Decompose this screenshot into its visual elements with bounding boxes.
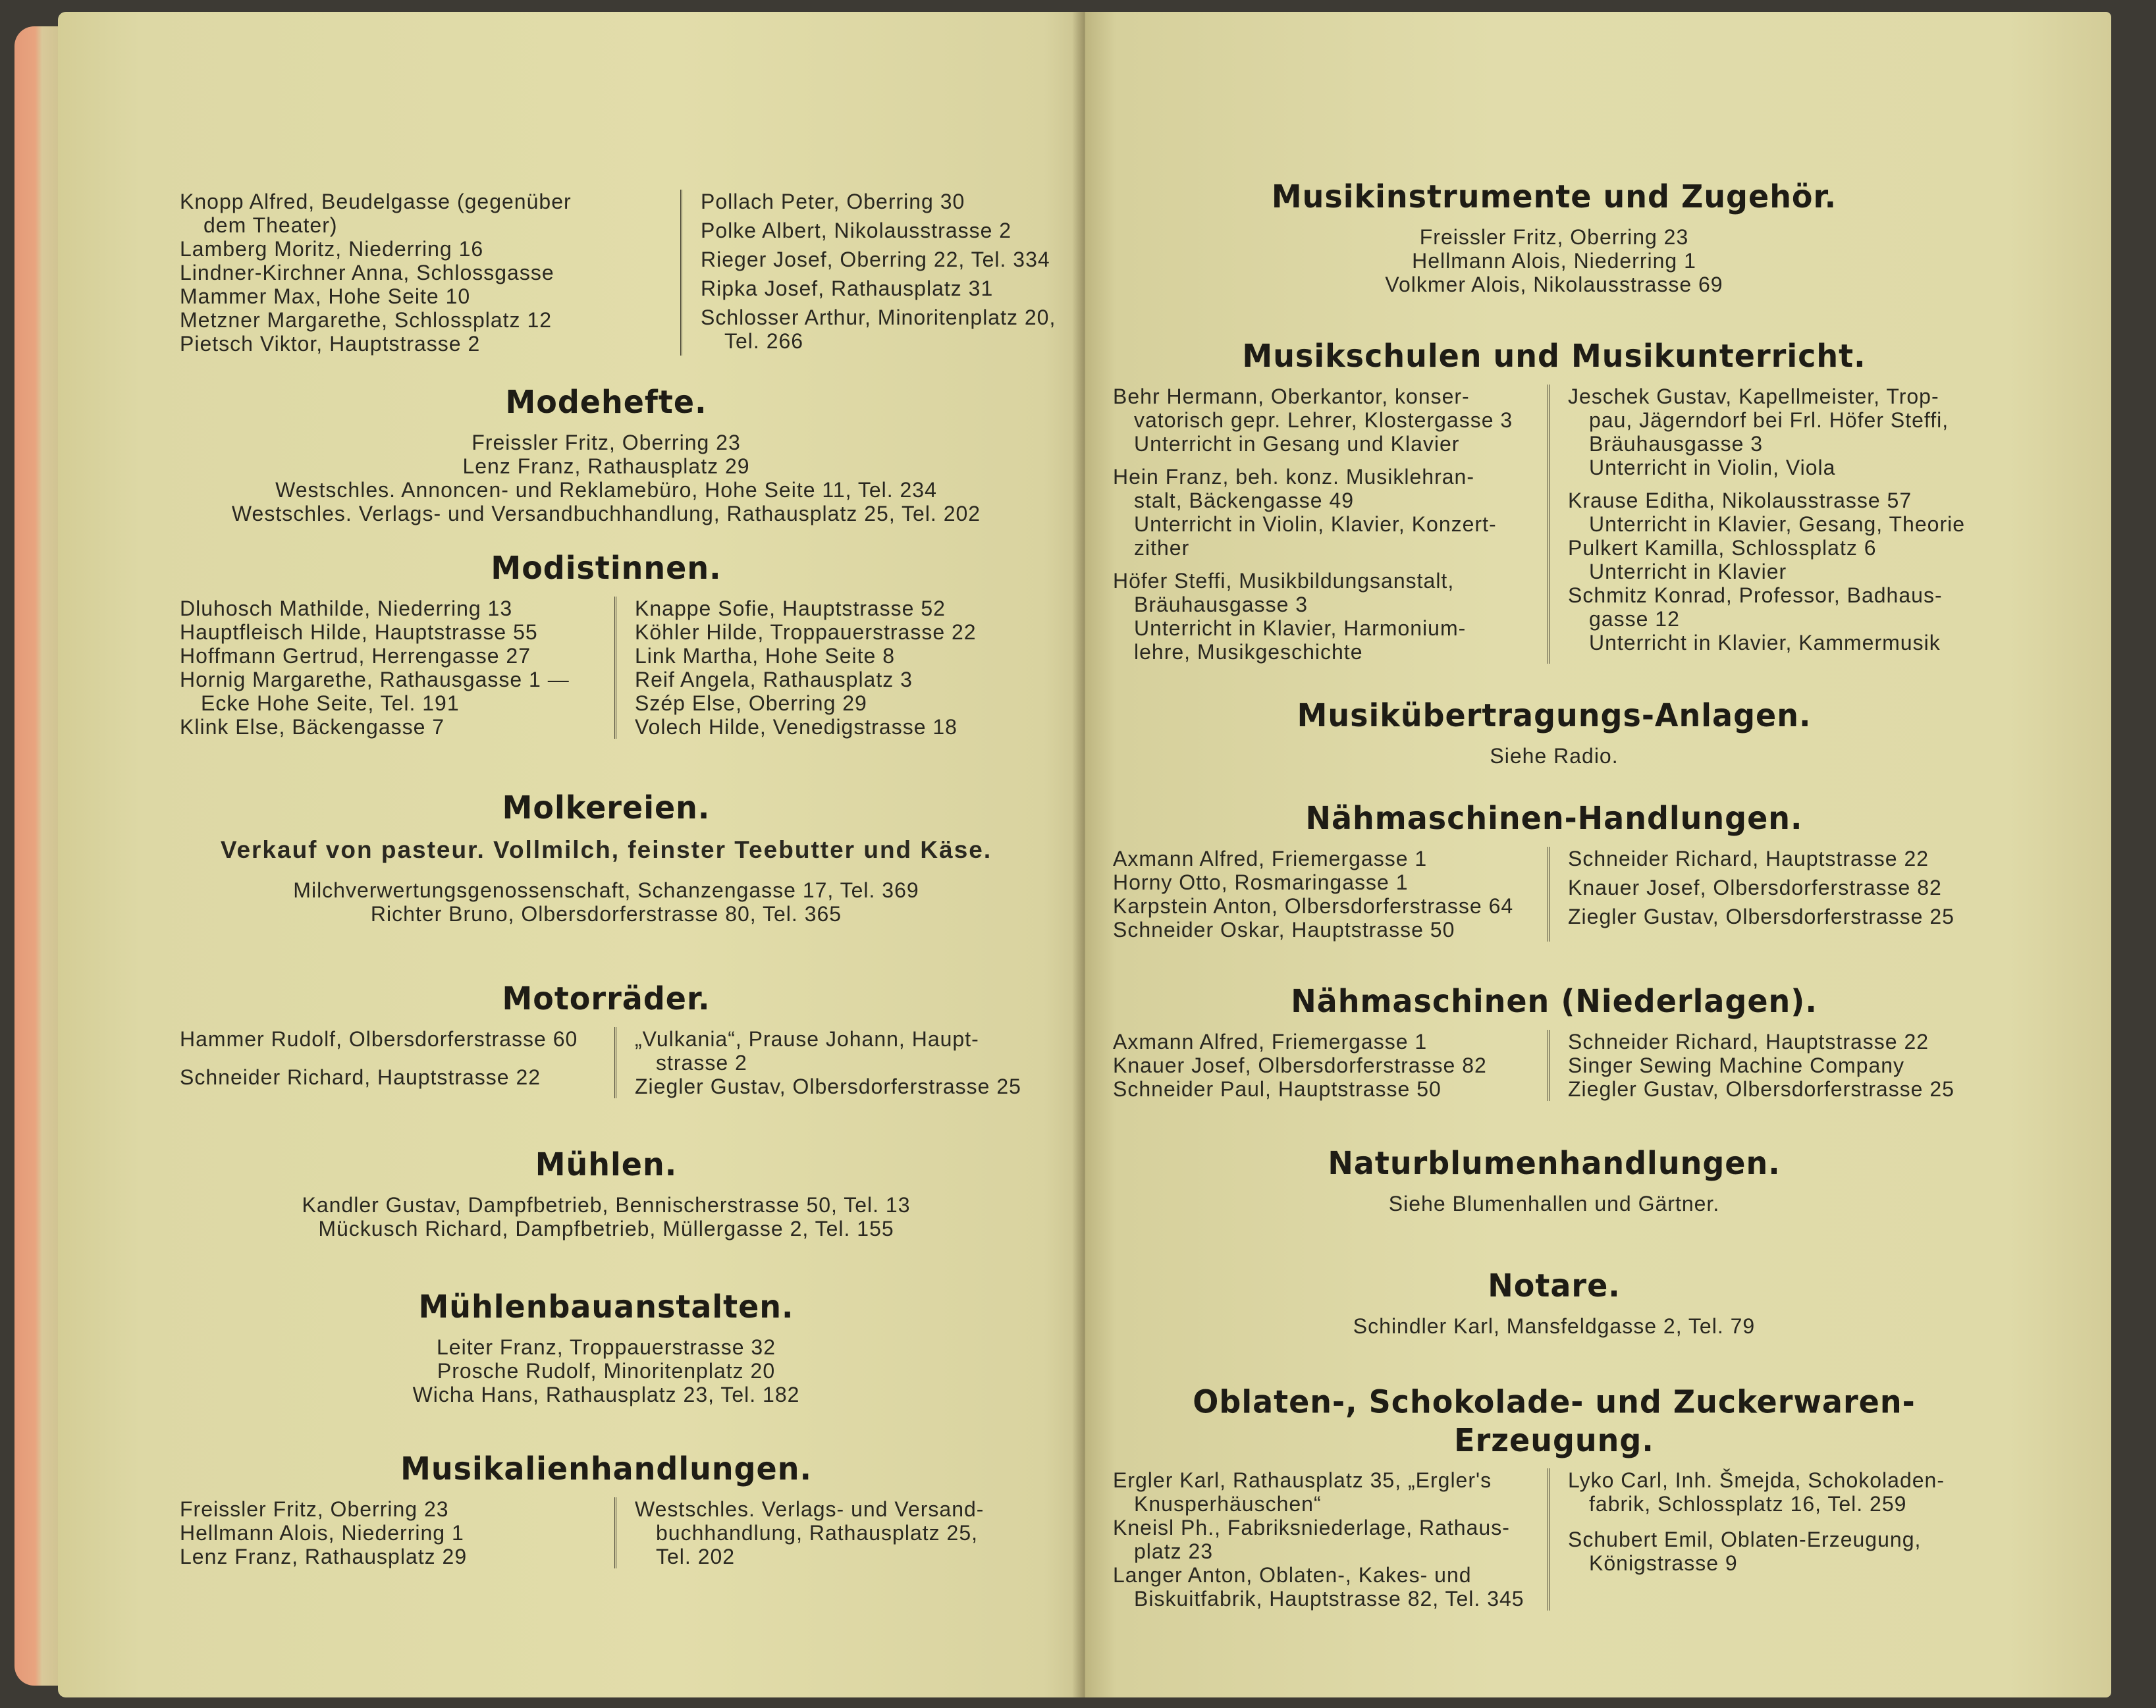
section-muehlenbauanstalten xyxy=(180,1288,1033,1406)
list-item: Jeschek Gustav, Kapellmeister, Trop- xyxy=(1568,385,1939,408)
oblaten-col-right xyxy=(1548,1468,1989,1611)
list-item: Hellmann Alois, Niederring 1 xyxy=(1412,249,1696,273)
list-item: Knauer Josef, Olbersdorferstrasse 82 xyxy=(1568,876,1942,899)
list-item: Pollach Peter, Oberring 30 xyxy=(701,190,965,213)
list-item: dem Theater) xyxy=(203,213,338,237)
list-item: Kandler Gustav, Dampfbetrieb, Bennischerstrasse 50, Tel. 13 xyxy=(302,1193,911,1217)
list-item: pau, Jägerndorf bei Frl. Höfer Steffi, xyxy=(1589,408,1949,432)
naehm-handl-col-right xyxy=(1548,847,1989,942)
list-item: Unterricht in Violin, Klavier, Konzert- xyxy=(1134,512,1497,536)
list-item: Knappe Sofie, Hauptstrasse 52 xyxy=(635,597,946,620)
list-item: Knopp Alfred, Beudelgasse (gegenüber xyxy=(180,190,572,213)
right-page-content xyxy=(1113,12,1995,1697)
list-item: platz 23 xyxy=(1134,1539,1214,1563)
list-item: Schmitz Konrad, Professor, Badhaus- xyxy=(1568,583,1943,607)
musikalien-col-left xyxy=(180,1497,614,1568)
list-item: zither xyxy=(1134,536,1190,560)
modistinnen-col-right xyxy=(614,597,1043,739)
list-item: buchhandlung, Rathausplatz 25, xyxy=(656,1521,979,1545)
spacer xyxy=(1113,456,1534,465)
list-item: Ripka Josef, Rathausplatz 31 xyxy=(701,277,994,300)
list-item: fabrik, Schlossplatz 16, Tel. 259 xyxy=(1589,1492,1907,1516)
list-item: Horny Otto, Rosmaringasse 1 xyxy=(1113,870,1409,894)
list-item: Volkmer Alois, Nikolausstrasse 69 xyxy=(1385,273,1723,296)
list-item: Schindler Karl, Mansfeldgasse 2, Tel. 79 xyxy=(1353,1314,1756,1338)
section-naturblumen xyxy=(1113,1144,1995,1215)
section-muehlen xyxy=(180,1146,1033,1241)
section-heading: Musikalienhandlungen. xyxy=(400,1449,812,1487)
section-heading: Molkereien. xyxy=(502,788,711,826)
section-oblaten xyxy=(1113,1384,1995,1611)
list-item: Pietsch Viktor, Hauptstrasse 2 xyxy=(180,332,481,356)
list-item: Ergler Karl, Rathausplatz 35, „Ergler's xyxy=(1113,1468,1492,1492)
list-item: Schubert Emil, Oblaten-Erzeugung, xyxy=(1568,1528,1922,1551)
list-item: Bräuhausgasse 3 xyxy=(1134,593,1308,616)
list-item: Ecke Hohe Seite, Tel. 191 xyxy=(201,691,460,715)
list-item: Höfer Steffi, Musikbildungsanstalt, xyxy=(1113,569,1455,593)
list-item: Tel. 202 xyxy=(656,1545,736,1568)
list-item: Ziegler Gustav, Olbersdorferstrasse 25 xyxy=(1568,1077,1954,1101)
list-item: Hein Franz, beh. konz. Musiklehran- xyxy=(1113,465,1474,489)
section-heading: Musikinstrumente und Zugehör. xyxy=(1271,177,1837,215)
spacer xyxy=(1568,479,1989,489)
top-col-right xyxy=(680,190,1109,356)
section-subheading: Verkauf von pasteur. Vollmilch, feinster Teebutter und Käse. xyxy=(220,836,992,863)
list-item: Ziegler Gustav, Olbersdorferstrasse 25 xyxy=(635,1075,1021,1098)
naehm-nied-col-left xyxy=(1113,1030,1548,1101)
list-item: Westschles. Verlags- und Versandbuchhandlung, Rathausplatz 25, Tel. 202 xyxy=(231,502,981,525)
list-item: strasse 2 xyxy=(656,1051,747,1075)
section-heading: Notare. xyxy=(1488,1266,1621,1304)
list-item: Siehe Blumenhallen und Gärtner. xyxy=(1388,1192,1720,1215)
section-modistinnen xyxy=(180,549,1098,739)
list-item: Lindner-Kirchner Anna, Schlossgasse xyxy=(180,261,554,284)
list-item: Knusperhäuschen“ xyxy=(1134,1492,1322,1516)
list-item: Kneisl Ph., Fabriksniederlage, Rathaus- xyxy=(1113,1516,1510,1539)
list-item: Lenz Franz, Rathausplatz 29 xyxy=(462,454,750,478)
list-item: Hornig Margarethe, Rathausgasse 1 — xyxy=(180,668,570,691)
section-musikschulen xyxy=(1113,337,1995,664)
section-heading: Musikübertragungs-Anlagen. xyxy=(1297,696,1812,734)
list-item: Singer Sewing Machine Company xyxy=(1568,1054,1905,1077)
list-item: Axmann Alfred, Friemergasse 1 xyxy=(1113,847,1428,870)
list-item: Reif Angela, Rathausplatz 3 xyxy=(635,668,913,691)
list-item: Schlosser Arthur, Minoritenplatz 20, xyxy=(701,306,1056,329)
list-item: Freissler Fritz, Oberring 23 xyxy=(180,1497,449,1521)
section-heading: Motorräder. xyxy=(502,979,711,1017)
left-page xyxy=(58,12,1085,1697)
list-item: Lyko Carl, Inh. Šmejda, Schokoladen- xyxy=(1568,1468,1945,1492)
list-item: Hauptfleisch Hilde, Hauptstrasse 55 xyxy=(180,620,538,644)
list-item: Hellmann Alois, Niederring 1 xyxy=(180,1521,464,1545)
section-heading: Musikschulen und Musikunterricht. xyxy=(1242,336,1866,375)
top-columns xyxy=(180,190,1098,356)
section-heading: Mühlen. xyxy=(535,1145,678,1183)
list-item: Karpstein Anton, Olbersdorferstrasse 64 xyxy=(1113,894,1514,918)
list-item: Volech Hilde, Venedigstrasse 18 xyxy=(635,715,957,739)
section-heading: Nähmaschinen (Niederlagen). xyxy=(1291,982,1818,1020)
list-item: vatorisch gepr. Lehrer, Klostergasse 3 xyxy=(1134,408,1513,432)
list-item: Bräuhausgasse 3 xyxy=(1589,432,1764,456)
list-item: Hammer Rudolf, Olbersdorferstrasse 60 xyxy=(180,1027,578,1051)
naehm-nied-col-right xyxy=(1548,1030,1989,1101)
list-item: Mückusch Richard, Dampfbetrieb, Müllergasse 2, Tel. 155 xyxy=(318,1217,894,1241)
musikschulen-col-right xyxy=(1548,385,1989,664)
list-item: Mammer Max, Hohe Seite 10 xyxy=(180,284,471,308)
list-item: Link Martha, Hohe Seite 8 xyxy=(635,644,895,668)
right-page xyxy=(1085,12,2111,1697)
list-item: Dluhosch Mathilde, Niederring 13 xyxy=(180,597,513,620)
list-item: Metzner Margarethe, Schlossplatz 12 xyxy=(180,308,552,332)
list-item: Polke Albert, Nikolausstrasse 2 xyxy=(701,219,1012,242)
list-item: lehre, Musikgeschichte xyxy=(1134,640,1363,664)
motorraeder-col-left xyxy=(180,1027,614,1098)
list-item: „Vulkania“, Prause Johann, Haupt- xyxy=(635,1027,979,1051)
section-modehefte xyxy=(180,383,1033,525)
section-heading: Nähmaschinen-Handlungen. xyxy=(1305,799,1803,837)
list-item: Schneider Richard, Hauptstrasse 22 xyxy=(180,1065,541,1089)
musikschulen-col-left xyxy=(1113,385,1548,664)
list-item: Krause Editha, Nikolausstrasse 57 xyxy=(1568,489,1912,512)
section-heading: Naturblumenhandlungen. xyxy=(1328,1144,1781,1182)
list-item: Klink Else, Bäckengasse 7 xyxy=(180,715,445,739)
list-item: Knauer Josef, Olbersdorferstrasse 82 xyxy=(1113,1054,1487,1077)
musikalien-col-right xyxy=(614,1497,1043,1568)
top-col-left xyxy=(180,190,680,356)
section-musikuebertragung xyxy=(1113,697,1995,768)
list-item: Unterricht in Klavier, Harmonium- xyxy=(1134,616,1467,640)
section-naehmaschinen-niederlagen xyxy=(1113,982,1995,1101)
list-item: Biskuitfabrik, Hauptstrasse 82, Tel. 345 xyxy=(1134,1587,1524,1611)
list-item: Schneider Paul, Hauptstrasse 50 xyxy=(1113,1077,1442,1101)
section-musikalienhandlungen xyxy=(180,1450,1098,1568)
list-item: Langer Anton, Oblaten-, Kakes- und xyxy=(1113,1563,1472,1587)
section-musikinstrumente xyxy=(1113,178,1995,296)
list-item: Behr Hermann, Oberkantor, konser- xyxy=(1113,385,1470,408)
list-item: Pulkert Kamilla, Schlossplatz 6 xyxy=(1568,536,1877,560)
list-item: Prosche Rudolf, Minoritenplatz 20 xyxy=(437,1359,776,1383)
list-item: Ziegler Gustav, Olbersdorferstrasse 25 xyxy=(1568,905,1954,928)
list-item: Wicha Hans, Rathausplatz 23, Tel. 182 xyxy=(412,1383,800,1406)
list-item: Rieger Josef, Oberring 22, Tel. 334 xyxy=(701,248,1050,271)
section-heading: Modehefte. xyxy=(505,383,707,421)
list-item: Leiter Franz, Troppauerstrasse 32 xyxy=(436,1335,776,1359)
modistinnen-col-left xyxy=(180,597,614,739)
spacer xyxy=(1113,560,1534,569)
list-item: Königstrasse 9 xyxy=(1589,1551,1738,1575)
list-item: Schneider Oskar, Hauptstrasse 50 xyxy=(1113,918,1455,942)
section-heading: Modistinnen. xyxy=(491,548,722,587)
section-molkereien xyxy=(180,789,1033,926)
list-item: stalt, Bäckengasse 49 xyxy=(1134,489,1355,512)
list-item: Unterricht in Klavier, Kammermusik xyxy=(1589,631,1941,654)
motorraeder-col-right xyxy=(614,1027,1043,1098)
list-item: Milchverwertungsgenossenschaft, Schanzengasse 17, Tel. 369 xyxy=(293,878,919,902)
list-item: Schneider Richard, Hauptstrasse 22 xyxy=(1568,847,1929,870)
section-heading: Oblaten-, Schokolade- und Zuckerwaren-Erzeugung. xyxy=(1193,1383,1916,1459)
list-item: Unterricht in Klavier, Gesang, Theorie xyxy=(1589,512,1965,536)
section-heading: Mühlenbauanstalten. xyxy=(418,1287,794,1325)
list-item: Siehe Radio. xyxy=(1490,744,1619,768)
page-edge-stack xyxy=(14,26,61,1686)
list-item: Tel. 266 xyxy=(724,329,804,353)
section-notare xyxy=(1113,1267,1995,1338)
section-naehmaschinen-handlungen xyxy=(1113,799,1995,942)
list-item: Szép Else, Oberring 29 xyxy=(635,691,867,715)
list-item: Westschles. Verlags- und Versand- xyxy=(635,1497,984,1521)
list-item: Westschles. Annoncen- und Reklamebüro, Hohe Seite 11, Tel. 234 xyxy=(275,478,937,502)
list-item: Richter Bruno, Olbersdorferstrasse 80, Tel. 365 xyxy=(370,902,842,926)
list-item: Unterricht in Klavier xyxy=(1589,560,1787,583)
list-item: Unterricht in Violin, Viola xyxy=(1589,456,1836,479)
list-item: Axmann Alfred, Friemergasse 1 xyxy=(1113,1030,1428,1054)
list-item: gasse 12 xyxy=(1589,607,1680,631)
list-item: Hoffmann Gertrud, Herrengasse 27 xyxy=(180,644,531,668)
naehm-handl-col-left xyxy=(1113,847,1548,942)
oblaten-col-left xyxy=(1113,1468,1548,1611)
list-item: Lamberg Moritz, Niederring 16 xyxy=(180,237,484,261)
list-item: Köhler Hilde, Troppauerstrasse 22 xyxy=(635,620,977,644)
left-page-content xyxy=(180,12,1098,1697)
list-item: Lenz Franz, Rathausplatz 29 xyxy=(180,1545,468,1568)
list-item: Freissler Fritz, Oberring 23 xyxy=(472,431,741,454)
list-item: Unterricht in Gesang und Klavier xyxy=(1134,432,1460,456)
section-motorraeder xyxy=(180,980,1098,1098)
list-item: Schneider Richard, Hauptstrasse 22 xyxy=(1568,1030,1929,1054)
list-item: Freissler Fritz, Oberring 23 xyxy=(1419,225,1689,249)
